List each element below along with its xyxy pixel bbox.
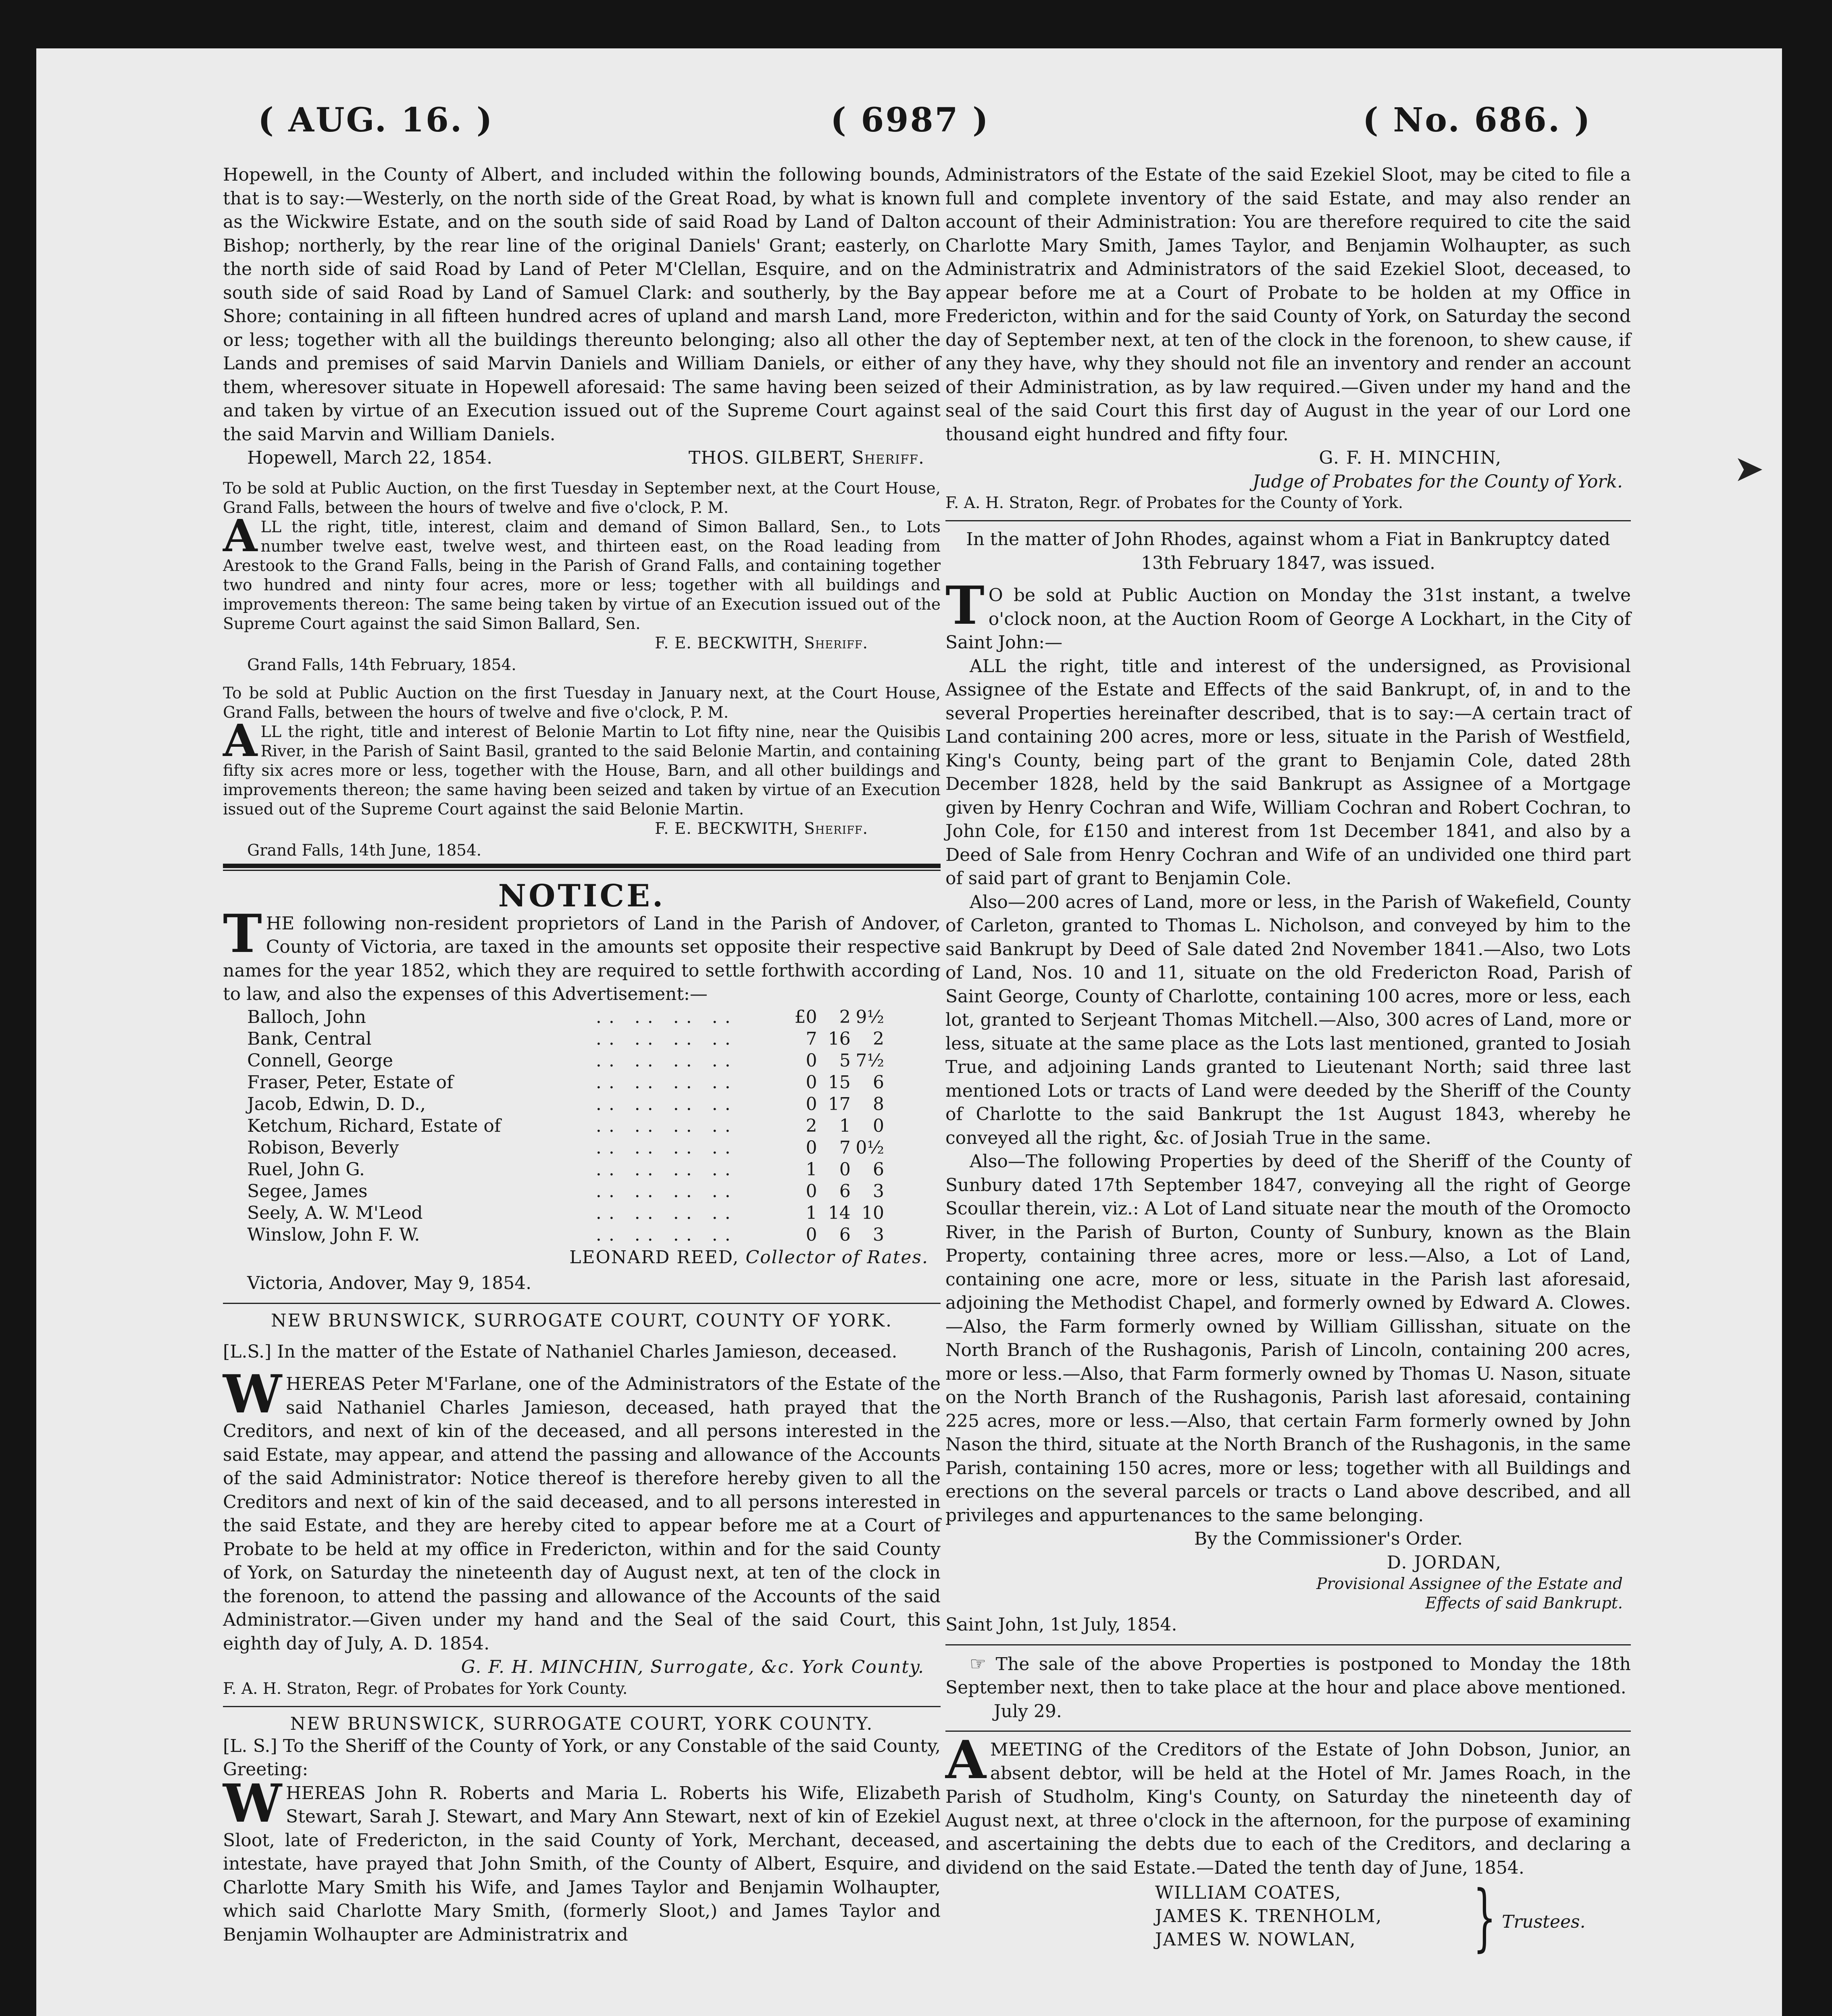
rate-name: Connell, George [247, 1050, 393, 1071]
sloot-ls: [L. S.] To the Sheriff of the County of York, or any Constable of the said County, Greeting: [223, 1735, 941, 1780]
jamieson-title: NEW BRUNSWICK, SURROGATE COURT, COUNTY OF YORK. [271, 1310, 893, 1331]
rhodes-signature-title: Provisional Assignee of the Estate and Effects of said Bankrupt. [1316, 1575, 1623, 1612]
rate-shillings: 16 [828, 1028, 851, 1049]
trustee-name: JAMES K. TRENHOLM, [1155, 1906, 1382, 1926]
rate-pence: 10 [862, 1202, 884, 1223]
rhodes-intro: TO be sold at Public Auction on Monday the 31st instant, a twelve o'clock noon, at the Auction Room of George A Lockhart, in the City of Saint John:— [945, 575, 1631, 653]
rate-pounds: 0 [806, 1093, 817, 1114]
rhodes-order: By the Commissioner's Order. [1194, 1529, 1463, 1549]
rate-row [247, 1115, 884, 1137]
rate-leader-dots: .. .. .. .. [595, 1028, 738, 1049]
rate-pounds: 1 [806, 1159, 817, 1180]
jamieson-registrar: F. A. H. Straton, Regr. of Probates for York County. [223, 1679, 628, 1698]
trustees-brace: } [1473, 1875, 1496, 1960]
rate-shillings: 14 [828, 1202, 851, 1223]
rate-pounds: £0 [794, 1006, 817, 1027]
rate-pounds: 1 [806, 1202, 817, 1223]
section-divider [945, 1644, 1631, 1645]
rate-shillings: 17 [828, 1093, 851, 1114]
rate-pounds: 2 [806, 1115, 817, 1136]
martin-sale-date: Grand Falls, 14th June, 1854. [247, 841, 482, 860]
rate-row [247, 1181, 884, 1202]
rhodes-paragraph-3: Also—The following Properties by deed of the Sheriff of the County of Sunbury dated 17th September 1847, conveying all the right of George Scoullar therein, viz.: A Lot of Land situate near the mouth of the Oromocto River, in the Parish of Burton, County of Sunbury, known as the Blain Property, containing three acres, more or less.—Also, a Lot of Land, containing one acre, more or less, situate in the Parish last aforesaid, adjoining the Methodist Chapel, and formerly owned by Edward A. Clowes.—Also, the Farm formerly owned by William Gillisshan, situate on the North Branch of the Rushagonis, Parish of Lincoln, containing 200 acres, more or less.—Also, that Farm formerly owned by Thomas U. Nason, situate on the North Branch of the Rushagonis, Parish last aforesaid, containing 225 acres, more or less.—Also, that certain Farm formerly owned by John Nason the third, situate at the North Branch of the Rushagonis, in the same Parish, containing 150 acres, more or less; together with all Buildings and erections on the several parcels or tracts o Land above described, and all privileges and appurtenances to the same belonging. [945, 1151, 1631, 1526]
rate-leader-dots: .. .. .. .. [595, 1159, 738, 1180]
hand-icon: ☞ [970, 1652, 987, 1674]
rate-pence: 2 [873, 1028, 884, 1049]
rhodes-date: Saint John, 1st July, 1854. [945, 1614, 1177, 1635]
rate-row [247, 1050, 884, 1072]
rate-leader-dots: .. .. .. .. [595, 1006, 738, 1027]
rate-leader-dots: .. .. .. .. [595, 1093, 738, 1114]
notice-body: THE following non-resident proprietors of Land in the Parish of Andover, County of Victoria, are taxed in the amounts set opposite their respective names for the year 1852, which they are required to settle forthwith according to law, and also the expenses of this Advertisement:— [223, 902, 941, 1004]
rate-pounds: 0 [806, 1181, 817, 1202]
section-divider [945, 1731, 1631, 1732]
rhodes-paragraph-1: ALL the right, title and interest of the undersigned, as Provisional Assignee of the Estate and Effects of the said Bankrupt, of, in and to the several Properties hereinafter described, that is to say:—A certain tract of Land containing 200 acres, more or less, situate in the Parish of Westfield, King's County, being part of the grant to Benjamin Cole, dated 28th December 1828, held by the said Bankrupt as Assignee of a Mortgage given by Henry Cochran and Wife, William Cochran and Robert Cochran, to John Cole, for £150 and interest from 1st December 1841, and also by a Deed of Sale from Henry Cochran and Wife of an undivided one third part of said part of grant to Benjamin Cole. [945, 656, 1631, 889]
section-divider [223, 1303, 941, 1304]
trustees-label: Trustees. [1502, 1912, 1586, 1932]
section-divider-thick [223, 864, 941, 868]
martin-sale-signature: F. E. BECKWITH, Sheriff. [655, 819, 868, 838]
gilbert-sale-footer [223, 446, 941, 470]
rate-shillings: 0 [839, 1159, 851, 1180]
rate-leader-dots: .. .. .. .. [595, 1050, 738, 1071]
jamieson-ls: [L.S.] In the matter of the Estate of Nathaniel Charles Jamieson, deceased. [223, 1341, 897, 1362]
rate-name: Bank, Central [247, 1028, 372, 1049]
ballard-sale-body: ALL the right, title, interest, claim and demand of Simon Ballard, Sen., to Lots number twelve east, twelve west, and thirteen east, on the Road leading from Arestook to the Grand Falls, being in the Parish of Grand Falls, and containing together two hundred and ninty four acres, more or less; together with all buildings and improvements thereon: The same being taken by virtue of an Execution issued out of the Supreme Court against the said Simon Ballard, Sen. [223, 509, 941, 633]
rate-name: Balloch, John [247, 1006, 366, 1027]
martin-sale-intro: To be sold at Public Auction on the first Tuesday in January next, at the Court House, Grand Falls, between the hours of twelve and five o'clock, P. M. [223, 684, 941, 722]
rhodes-postponement-text: The sale of the above Properties is postponed to Monday the 18th September next, then to take place at the hour and place above mentioned. [945, 1654, 1631, 1698]
arrow-icon: ➤ [1734, 448, 1764, 490]
rate-pounds: 0 [806, 1224, 817, 1245]
section-divider [223, 1706, 941, 1707]
notice-signature-title: Collector of Rates. [745, 1247, 928, 1268]
dobson-body: AMEETING of the Creditors of the Estate of John Dobson, Junior, an absent debtor, will be held at the Hotel of Mr. James Roach, in the Parish of Studholm, King's County, on Saturday the nineteenth day of August next, at three o'clock in the afternoon, for the purpose of examining and ascertaining the debts due to each of the Creditors, and declaring a dividend on the said Estate.—Dated the tenth day of June, 1854. [945, 1729, 1631, 1878]
rate-shillings: 2 [839, 1006, 851, 1027]
page-number: ( 6987 ) [831, 101, 990, 140]
notice-signature-name: LEONARD REED, [569, 1247, 739, 1268]
rate-leader-dots: .. .. .. .. [595, 1202, 738, 1223]
notice-heading: NOTICE. [498, 877, 666, 914]
rate-pence: 8 [873, 1093, 884, 1114]
page-date: ( AUG. 16. ) [258, 101, 494, 140]
jamieson-signature: G. F. H. MINCHIN, Surrogate, &c. York County. [461, 1657, 924, 1677]
rate-pence: 3 [873, 1181, 884, 1202]
right-column [945, 163, 1631, 1962]
rate-shillings: 5 [839, 1050, 851, 1071]
rate-shillings: 7 [839, 1137, 851, 1158]
rate-row [247, 1093, 884, 1115]
rate-shillings: 6 [839, 1181, 851, 1202]
gilbert-sale-body: Hopewell, in the County of Albert, and included within the following bounds, that is to say:—Westerly, on the north side of the Great Road, by what is known as the Wickwire Estate, and on the south side of said Road by Land of Dalton Bishop; northerly, by the rear line of the original Daniels' Grant; easterly, on the north side of said Road by Land of Peter M'Clellan, Esquire, and on the south side of said Road by Land of Samuel Clark: and southerly, by the Bay Shore; containing in all fifteen hundred acres of upland and marsh Land, more or less; together with all the buildings thereunto belonging; also all other the Lands and premises of said Marvin Daniels and William Daniels, or either of them, wheresover situate in Hopewell aforesaid: The same having been seized and taken by virtue of an Execution issued out of the Supreme Court against the said Marvin and William Daniels. [223, 165, 941, 445]
rate-pounds: 0 [806, 1072, 817, 1093]
gilbert-sale-signature: THOS. GILBERT, Sheriff. [688, 448, 924, 468]
rate-pounds: 0 [806, 1050, 817, 1071]
rate-row [247, 1159, 884, 1181]
rate-shillings: 1 [839, 1115, 851, 1136]
rhodes-paragraph-2: Also—200 acres of Land, more or less, in the Parish of Wakefield, County of Carleton, granted to Thomas L. Nicholson, and conveyed by him to the said Bankrupt by Deed of Sale dated 2nd November 1841.—Also, two Lots of Land, Nos. 10 and 11, situate on the old Fredericton Road, Parish of Saint George, County of Charlotte, containing 100 acres, more or less, each lot, granted to Serjeant Thomas Mitchell.—Also, 300 acres of Land, more or less, situate at the same place as the Lots last mentioned, granted to Josiah True, and adjoining Lands granted to Lieutenant North; said three last mentioned Lots or tracts of Land were deeded by the Sheriff of the County of Charlotte to the said Bankrupt the 1st August 1843, whereby he conveyed all the right, &c. of Josiah True in the same. [945, 891, 1631, 1148]
rhodes-signature: D. JORDAN, [1386, 1552, 1502, 1573]
rate-pence: 0½ [856, 1137, 884, 1158]
jamieson-body: WHEREAS Peter M'Farlane, one of the Administrators of the Estate of the said Nathaniel Charles Jamieson, deceased, hath prayed that the Creditors, and next of kin of the deceased, and all persons interested in the said Estate, may appear, and attend the passing and allowance of the Accounts of the said Administrator: Notice thereof is therefore hereby given to all the Creditors and next of kin of the said deceased, and to all persons interested in the said Estate, and they are hereby cited to appear before me at a Court of Probate to be held at my office in Fredericton, within and for the said County of York, on Saturday the nineteenth day of August next, at ten of the clock in the forenoon, to attend the passing and allowance of the Accounts of the said Administrator.—Given under my hand and the Seal of the said Court, this eighth day of July, A. D. 1854. [223, 1363, 941, 1654]
sloot-continued-body: Administrators of the Estate of the said Ezekiel Sloot, may be cited to file a full and complete inventory of the said Estate, and may also render an account of their Administration: You are therefore required to cite the said Charlotte Mary Smith, James Taylor, and Benjamin Wolhaupter, as such Administratrix and Administrators of the said Ezekiel Sloot, deceased, to appear before me at a Court of Probate to be holden at my Office in Fredericton, within and for the said County of York, on Saturday the second day of September next, at ten of the clock in the forenoon, to shew cause, if any they have, why they should not file an inventory and render an account of their Administration, as by law required.—Given under my hand and the seal of the said Court this first day of August in the year of our Lord one thousand eight hundred and fifty four. [945, 165, 1631, 445]
rate-name: Ketchum, Richard, Estate of [247, 1115, 501, 1136]
rate-name: Seely, A. W. M'Leod [247, 1202, 423, 1223]
rate-name: Segee, James [247, 1181, 368, 1202]
section-divider [945, 520, 1631, 521]
rate-pounds: 7 [806, 1028, 817, 1049]
notice-date: Victoria, Andover, May 9, 1854. [247, 1273, 532, 1293]
rate-shillings: 6 [839, 1224, 851, 1245]
rate-row [247, 1202, 884, 1224]
rate-pence: 0 [873, 1115, 884, 1136]
rate-pence: 3 [873, 1224, 884, 1245]
rate-name: Robison, Beverly [247, 1137, 399, 1158]
sloot-title: NEW BRUNSWICK, SURROGATE COURT, YORK COUNTY. [290, 1713, 874, 1734]
rate-name: Jacob, Edwin, D. D., [247, 1093, 426, 1114]
rate-pence: 6 [873, 1072, 884, 1093]
rate-pence: 6 [873, 1159, 884, 1180]
rate-pounds: 0 [806, 1137, 817, 1158]
rate-name: Winslow, John F. W. [247, 1224, 420, 1245]
rates-table [247, 1006, 884, 1246]
rate-leader-dots: .. .. .. .. [595, 1224, 738, 1245]
trustees-block [945, 1875, 1631, 1962]
rhodes-postponement [945, 1652, 1631, 1700]
rhodes-postponement-date: July 29. [994, 1701, 1062, 1722]
issue-number: ( No. 686. ) [1363, 101, 1592, 140]
rate-pence: 9½ [856, 1006, 884, 1027]
ballard-sale-signature: F. E. BECKWITH, Sheriff. [655, 634, 868, 652]
rate-row [247, 1137, 884, 1159]
rate-row [247, 1224, 884, 1246]
gilbert-sale-date: Hopewell, March 22, 1854. [247, 448, 493, 468]
rate-row [247, 1006, 884, 1028]
rate-name: Fraser, Peter, Estate of [247, 1072, 454, 1093]
martin-sale-body: ALL the right, title and interest of Belonie Martin to Lot fifty nine, near the Quisibis River, in the Parish of Saint Basil, granted to the said Belonie Martin, and containing fifty six acres more or less, together with the House, Barn, and all other buildings and improvements thereon; the same having been seized and taken by virtue of an Execution issued out of the Supreme Court against the said Belonie Martin. [223, 714, 941, 818]
rate-row [247, 1072, 884, 1093]
rate-leader-dots: .. .. .. .. [595, 1137, 738, 1158]
rate-row [247, 1028, 884, 1050]
rhodes-title: In the matter of John Rhodes, against whom a Fiat in Bankruptcy dated 13th February 1847, was issued. [966, 529, 1610, 573]
ballard-sale-intro: To be sold at Public Auction, on the first Tuesday in September next, at the Court House, Grand Falls, between the hours of twelve and five o'clock, P. M. [223, 479, 941, 517]
trustee-name: JAMES W. NOWLAN, [1155, 1929, 1356, 1950]
rate-shillings: 15 [828, 1072, 851, 1093]
ballard-sale-date: Grand Falls, 14th February, 1854. [247, 656, 516, 674]
sloot-signature-title: Judge of Probates for the County of York. [1252, 471, 1623, 492]
rate-name: Ruel, John G. [247, 1159, 365, 1180]
sloot-signature: G. F. H. MINCHIN, [1319, 448, 1502, 468]
rate-leader-dots: .. .. .. .. [595, 1181, 738, 1202]
trustee-name: WILLIAM COATES, [1155, 1883, 1342, 1903]
sloot-body: WHEREAS John R. Roberts and Maria L. Roberts his Wife, Elizabeth Stewart, Sarah J. Stewart, and Mary Ann Stewart, next of kin of Ezekiel Sloot, late of Fredericton, in the said County of York, Merchant, deceased, intestate, have prayed that John Smith, of the County of Albert, Esquire, and Charlotte Mary Smith his Wife, and James Taylor and Benjamin Wolhaupter, which said Charlotte Mary Smith, (formerly Sloot,) and James Taylor and Benjamin Wolhaupter are Administratrix and [223, 1772, 941, 1945]
section-divider-thin [223, 870, 941, 871]
rate-pence: 7½ [856, 1050, 884, 1071]
sloot-registrar: F. A. H. Straton, Regr. of Probates for the County of York. [945, 494, 1403, 512]
rate-leader-dots: .. .. .. .. [595, 1072, 738, 1093]
rate-leader-dots: .. .. .. .. [595, 1115, 738, 1136]
notice-signature [223, 1246, 941, 1270]
left-column [223, 163, 941, 1947]
